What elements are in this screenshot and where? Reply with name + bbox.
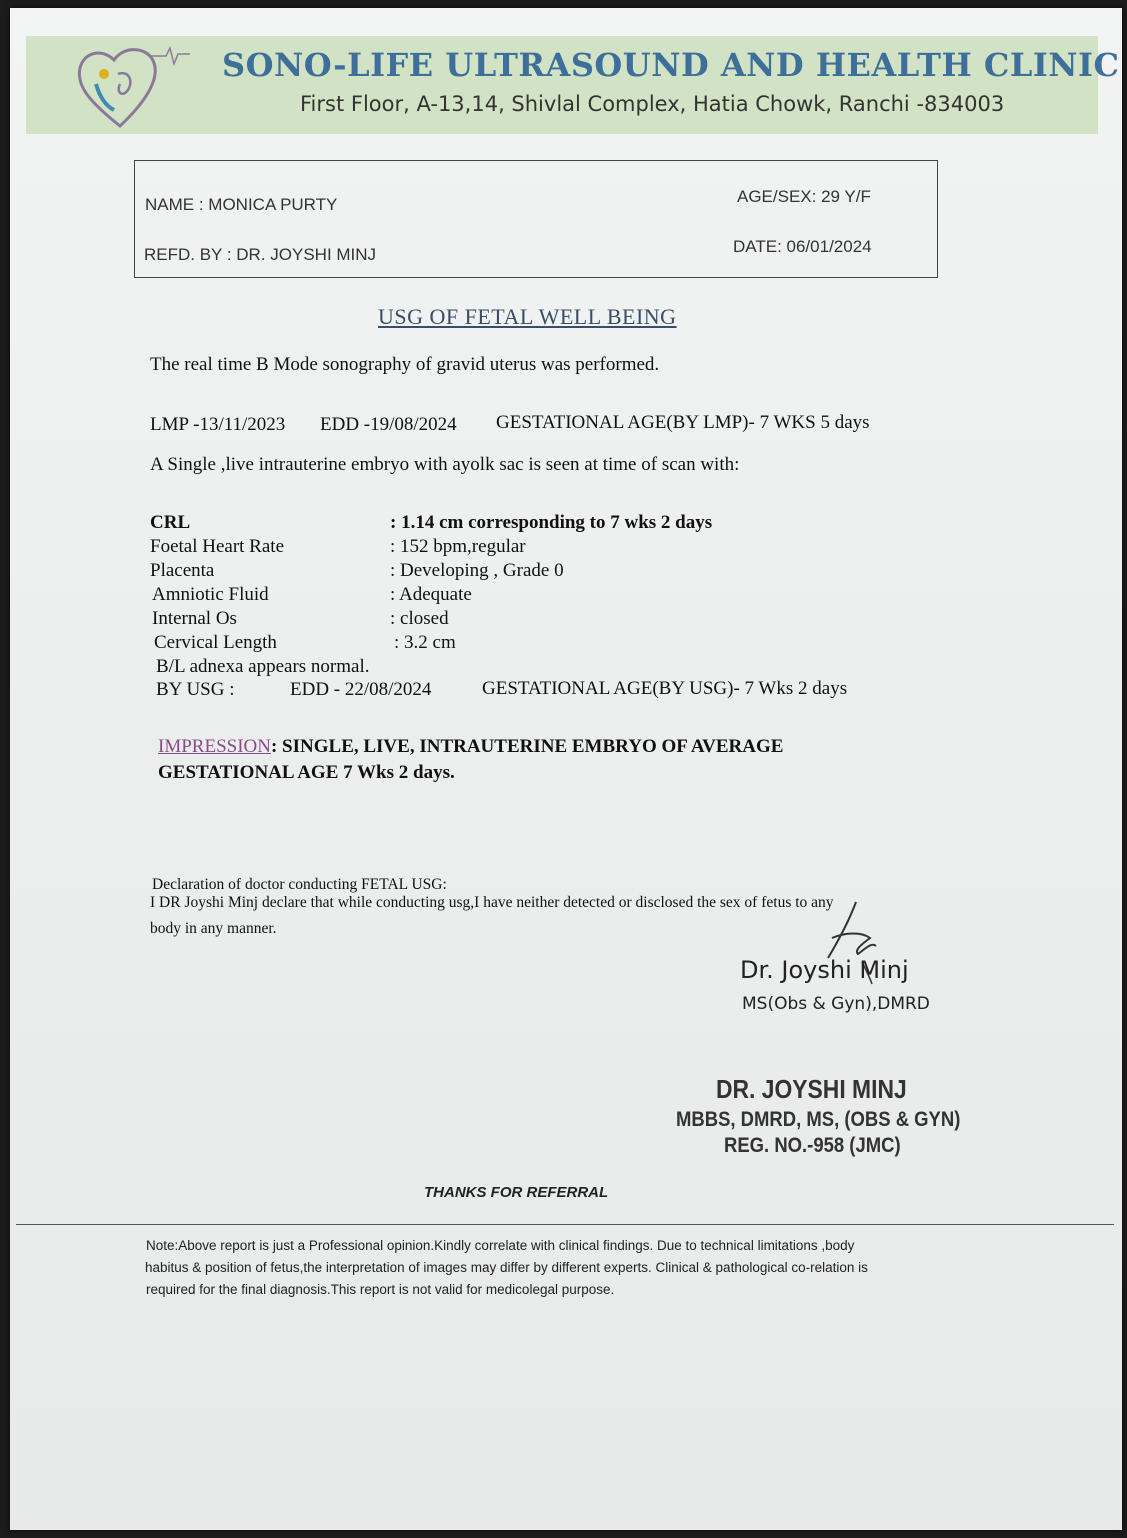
finding-label: CRL — [150, 512, 191, 533]
thanks-text: THANKS FOR REFERRAL — [424, 1184, 609, 1201]
edd-value: EDD -19/08/2024 — [320, 414, 457, 435]
footer-divider — [16, 1224, 1114, 1225]
clinic-name: SONO-LIFE ULTRASOUND AND HEALTH CLINIC — [222, 46, 1120, 84]
finding-value: : Developing , Grade 0 — [390, 560, 564, 581]
signatory-name: Dr. Joyshi Minj — [740, 956, 909, 984]
impression-text: : SINGLE, LIVE, INTRAUTERINE EMBRYO OF AVERAGE — [270, 736, 784, 757]
lmp-value: LMP -13/11/2023 — [150, 414, 286, 435]
finding-label: Placenta — [150, 560, 215, 581]
note-line-2: habitus & position of fetus,the interpretation of images may differ by different experts. Clinical & pathological co-relation is — [145, 1260, 868, 1275]
patient-name: NAME : MONICA PURTY — [145, 195, 338, 214]
note-line-3: required for the final diagnosis.This report is not valid for medicolegal purpose. — [146, 1282, 615, 1297]
clinic-header — [26, 36, 1120, 134]
intro-text: The real time B Mode sonography of gravid uterus was performed. — [150, 354, 660, 375]
clinic-logo-icon — [70, 40, 210, 132]
adnexa-text: B/L adnexa appears normal. — [156, 656, 370, 677]
impression-line-1 — [158, 736, 783, 758]
referred-by: REFD. BY : DR. JOYSHI MINJ — [144, 245, 377, 264]
patient-age-sex: AGE/SEX: 29 Y/F — [737, 187, 871, 206]
embryo-description: A Single ,live intrauterine embryo with ayolk sac is seen at time of scan with: — [150, 454, 740, 475]
by-usg-label: BY USG : — [156, 679, 235, 700]
clinic-address: First Floor, A-13,14, Shivlal Complex, Hatia Chowk, Ranchi -834003 — [300, 92, 1005, 116]
declaration-line-2: body in any manner. — [150, 920, 277, 937]
impression-line-2: GESTATIONAL AGE 7 Wks 2 days. — [158, 762, 455, 783]
patient-info-box — [134, 160, 938, 278]
declaration-line-1: I DR Joyshi Minj declare that while conducting usg,I have neither detected or disclosed the sex of fetus to any — [150, 894, 834, 911]
gestational-age-usg: GESTATIONAL AGE(BY USG)- 7 Wks 2 days — [482, 678, 848, 699]
stamp-degrees: MBBS, DMRD, MS, (OBS & GYN) — [676, 1108, 961, 1131]
finding-value: : 1.14 cm corresponding to 7 wks 2 days — [390, 512, 713, 533]
finding-label: Foetal Heart Rate — [150, 536, 285, 557]
impression-label: IMPRESSION — [158, 736, 271, 757]
finding-label: Amniotic Fluid — [152, 584, 269, 605]
finding-label: Cervical Length — [154, 632, 277, 653]
note-line-1: Note:Above report is just a Professional opinion.Kindly correlate with clinical findings. Due to technical limitations ,body — [146, 1238, 855, 1253]
stamp-reg-no: REG. NO.-958 (JMC) — [724, 1134, 901, 1157]
signatory-degrees: MS(Obs & Gyn),DMRD — [742, 994, 930, 1014]
report-title: USG OF FETAL WELL BEING — [378, 304, 677, 329]
gestational-age-lmp: GESTATIONAL AGE(BY LMP)- 7 WKS 5 days — [496, 412, 870, 433]
finding-value: : 3.2 cm — [394, 632, 456, 653]
finding-value: : 152 bpm,regular — [390, 536, 526, 557]
report-date: DATE: 06/01/2024 — [733, 237, 872, 256]
edd-usg: EDD - 22/08/2024 — [290, 679, 432, 700]
finding-value: : closed — [390, 608, 449, 629]
finding-label: Internal Os — [152, 608, 237, 629]
stamp-name: DR. JOYSHI MINJ — [716, 1074, 907, 1104]
finding-value: : Adequate — [390, 584, 472, 605]
report-page — [10, 8, 1122, 1530]
declaration-heading: Declaration of doctor conducting FETAL USG: — [152, 876, 447, 893]
